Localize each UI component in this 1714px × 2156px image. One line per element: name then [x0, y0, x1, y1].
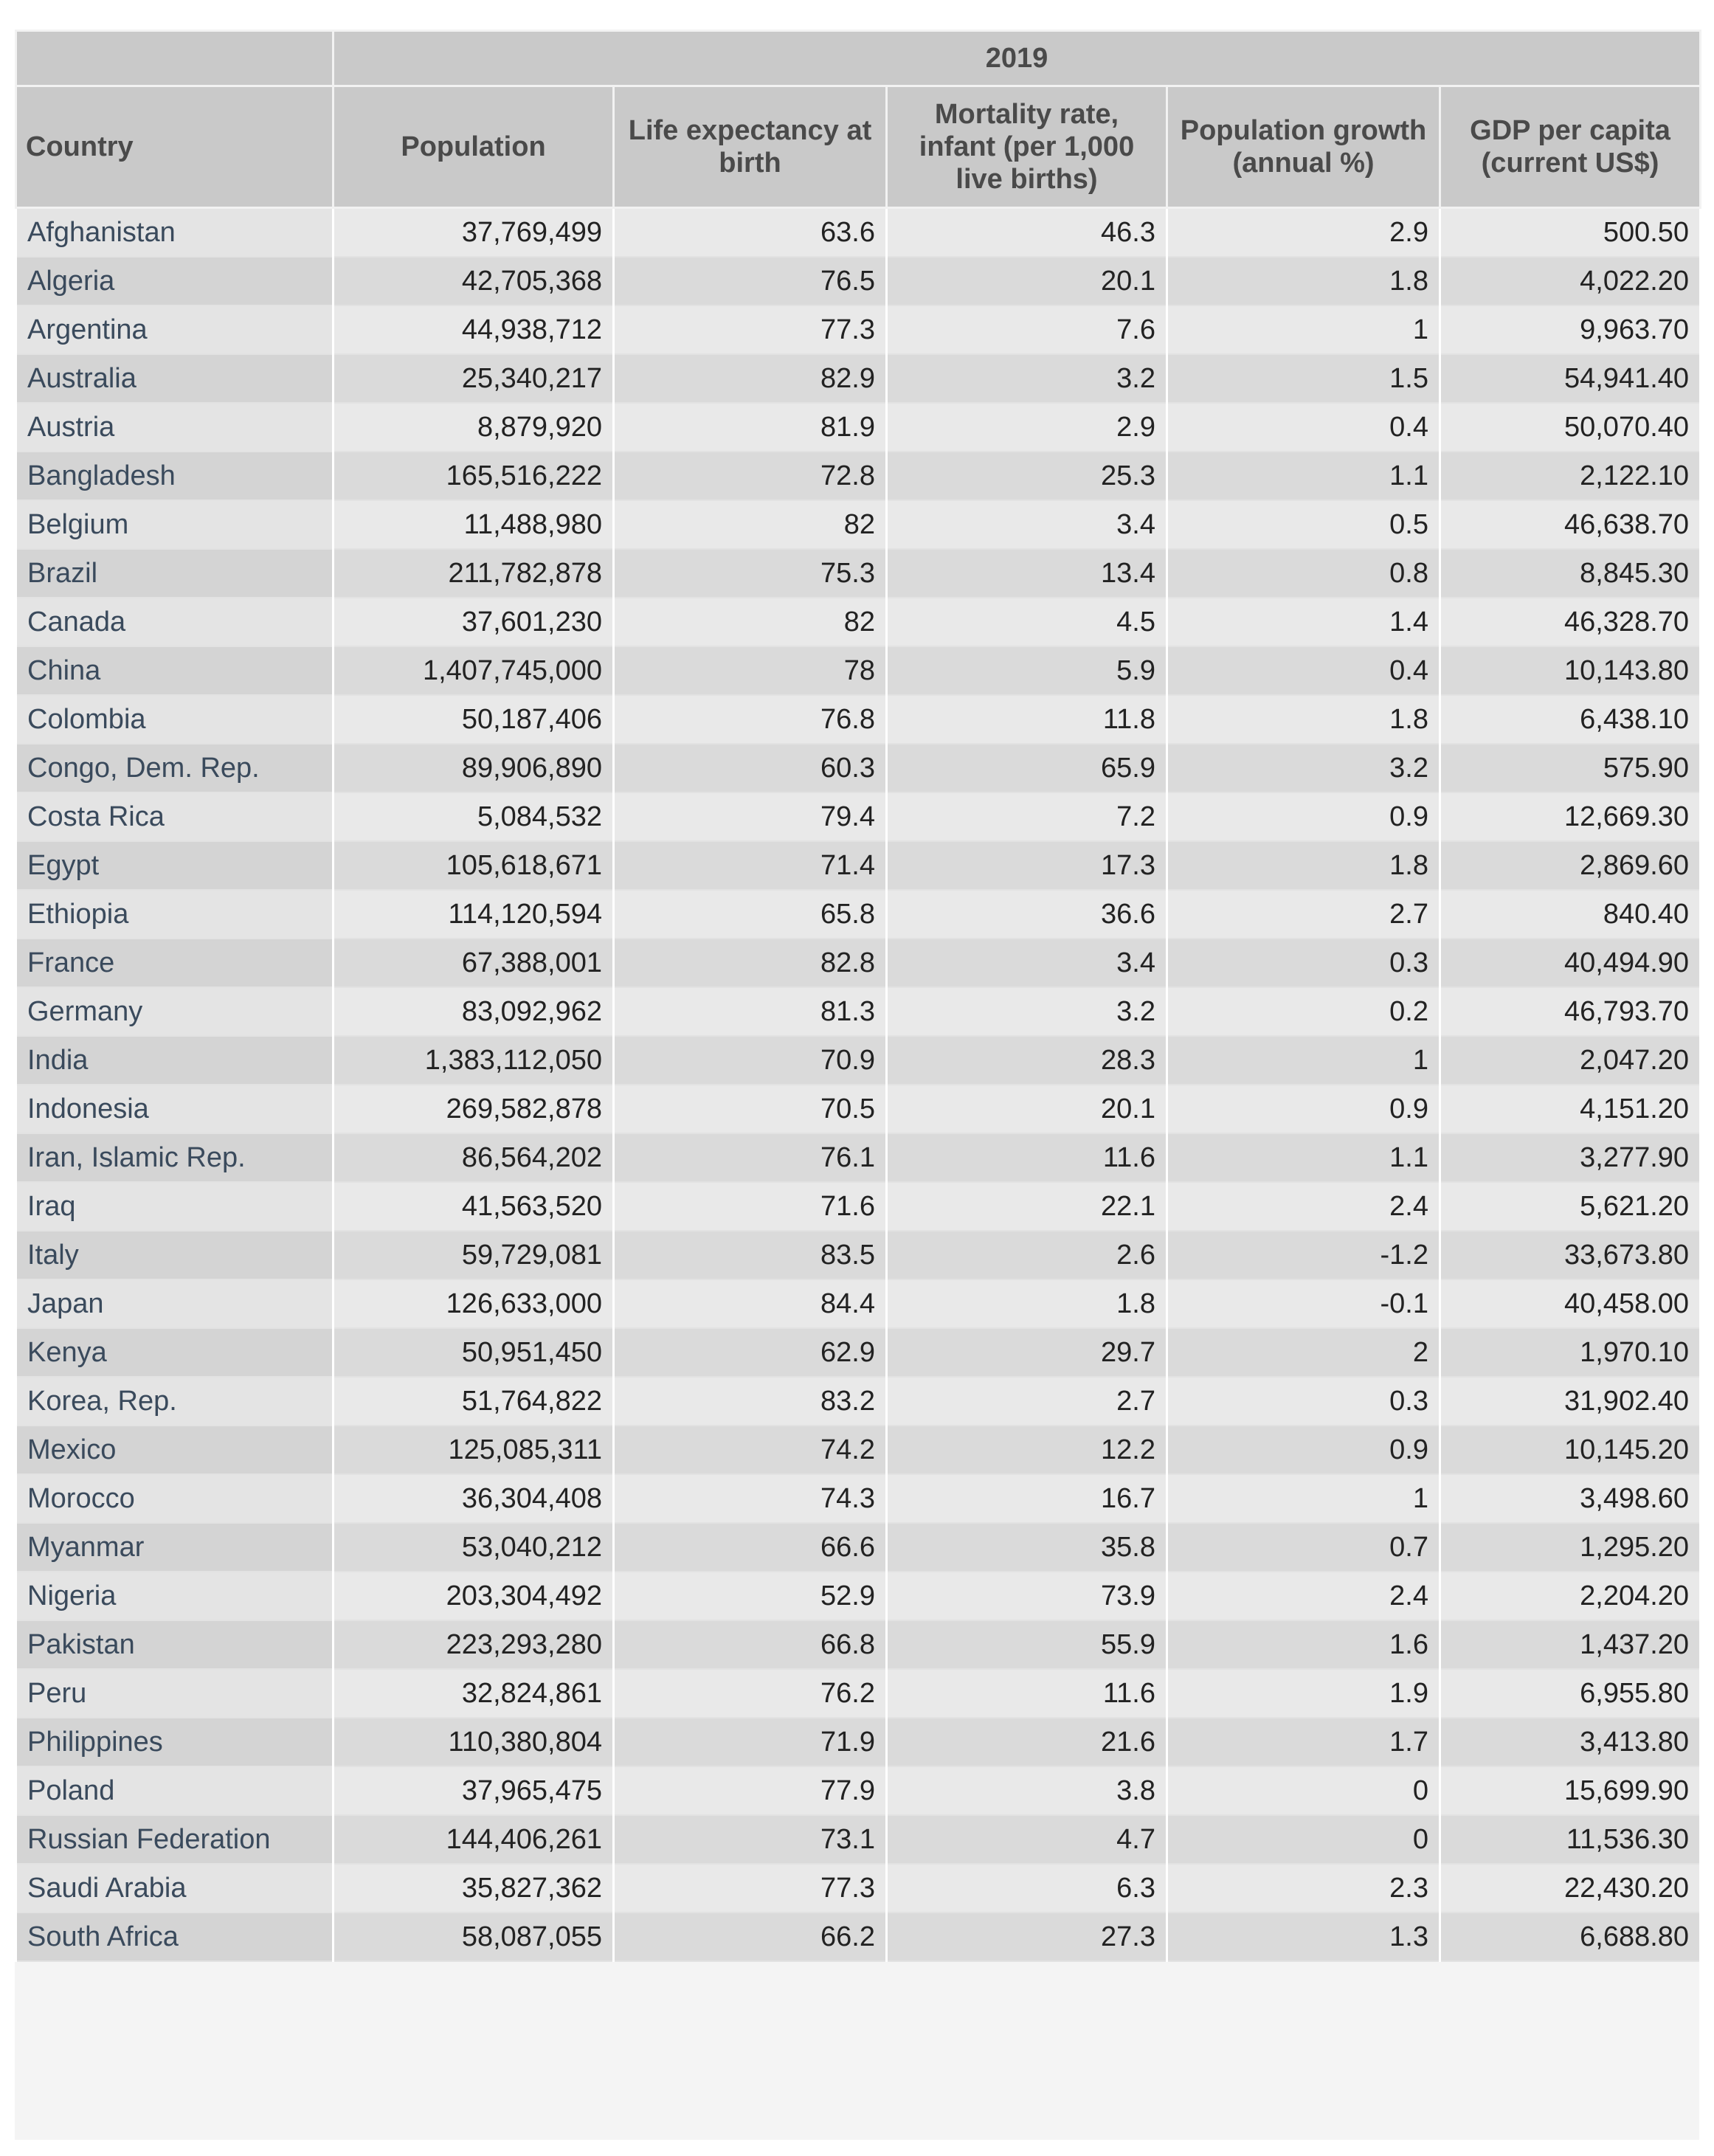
- population-cell: 37,965,475: [334, 1766, 614, 1815]
- life-expectancy-cell: 77.9: [614, 1766, 887, 1815]
- population-growth-cell: 2: [1167, 1328, 1440, 1377]
- population-growth-cell: 1.9: [1167, 1669, 1440, 1718]
- population-growth-cell: 2.7: [1167, 890, 1440, 939]
- population-cell: 110,380,804: [334, 1718, 614, 1766]
- country-cell: Brazil: [16, 549, 334, 598]
- gdp-per-capita-cell: 2,122.10: [1440, 452, 1701, 500]
- life-expectancy-cell: 79.4: [614, 792, 887, 841]
- column-header-infant-mortality[interactable]: Mortality rate, infant (per 1,000 live births): [887, 86, 1167, 208]
- gdp-per-capita-cell: 54,941.40: [1440, 354, 1701, 403]
- population-growth-cell: 1.7: [1167, 1718, 1440, 1766]
- table-body: [16, 208, 1701, 1962]
- country-cell: South Africa: [16, 1913, 334, 1961]
- country-cell: Canada: [16, 598, 334, 646]
- infant-mortality-cell: 25.3: [887, 452, 1167, 500]
- country-cell: Japan: [16, 1279, 334, 1328]
- life-expectancy-cell: 66.2: [614, 1913, 887, 1961]
- country-cell: Congo, Dem. Rep.: [16, 744, 334, 792]
- header-corner-cell: [16, 31, 334, 86]
- country-cell: Poland: [16, 1766, 334, 1815]
- population-growth-cell: 1.1: [1167, 452, 1440, 500]
- gdp-per-capita-cell: 1,295.20: [1440, 1523, 1701, 1572]
- gdp-per-capita-cell: 4,022.20: [1440, 257, 1701, 305]
- infant-mortality-cell: 13.4: [887, 549, 1167, 598]
- country-cell: Egypt: [16, 841, 334, 890]
- table-row[interactable]: [16, 549, 1701, 598]
- table-row[interactable]: [16, 695, 1701, 744]
- gdp-per-capita-cell: 50,070.40: [1440, 403, 1701, 452]
- gdp-per-capita-cell: 6,955.80: [1440, 1669, 1701, 1718]
- life-expectancy-cell: 84.4: [614, 1279, 887, 1328]
- gdp-per-capita-cell: 8,845.30: [1440, 549, 1701, 598]
- country-cell: Pakistan: [16, 1620, 334, 1669]
- life-expectancy-cell: 66.6: [614, 1523, 887, 1572]
- population-growth-cell: 2.9: [1167, 208, 1440, 258]
- country-cell: Peru: [16, 1669, 334, 1718]
- population-cell: 203,304,492: [334, 1572, 614, 1620]
- population-growth-cell: 0.3: [1167, 1377, 1440, 1426]
- country-cell: Bangladesh: [16, 452, 334, 500]
- infant-mortality-cell: 36.6: [887, 890, 1167, 939]
- infant-mortality-cell: 29.7: [887, 1328, 1167, 1377]
- country-cell: Mexico: [16, 1426, 334, 1474]
- infant-mortality-cell: 55.9: [887, 1620, 1167, 1669]
- infant-mortality-cell: 21.6: [887, 1718, 1167, 1766]
- data-table-page: [15, 30, 1699, 2140]
- gdp-per-capita-cell: 22,430.20: [1440, 1864, 1701, 1913]
- gdp-per-capita-cell: 12,669.30: [1440, 792, 1701, 841]
- gdp-per-capita-cell: 3,498.60: [1440, 1474, 1701, 1523]
- infant-mortality-cell: 3.2: [887, 354, 1167, 403]
- population-cell: 83,092,962: [334, 987, 614, 1036]
- gdp-per-capita-cell: 840.40: [1440, 890, 1701, 939]
- table-row[interactable]: [16, 1523, 1701, 1572]
- gdp-per-capita-cell: 10,143.80: [1440, 646, 1701, 695]
- infant-mortality-cell: 7.2: [887, 792, 1167, 841]
- infant-mortality-cell: 4.5: [887, 598, 1167, 646]
- gdp-per-capita-cell: 1,970.10: [1440, 1328, 1701, 1377]
- country-cell: Kenya: [16, 1328, 334, 1377]
- infant-mortality-cell: 46.3: [887, 208, 1167, 258]
- population-growth-cell: 0.9: [1167, 1085, 1440, 1133]
- table-row[interactable]: [16, 1328, 1701, 1377]
- population-cell: 42,705,368: [334, 257, 614, 305]
- population-growth-cell: 1: [1167, 305, 1440, 354]
- life-expectancy-cell: 81.3: [614, 987, 887, 1036]
- life-expectancy-cell: 60.3: [614, 744, 887, 792]
- life-expectancy-cell: 77.3: [614, 305, 887, 354]
- country-cell: Ethiopia: [16, 890, 334, 939]
- life-expectancy-cell: 71.4: [614, 841, 887, 890]
- population-growth-cell: 1.8: [1167, 841, 1440, 890]
- population-cell: 211,782,878: [334, 549, 614, 598]
- population-growth-cell: 0.5: [1167, 500, 1440, 549]
- country-cell: Korea, Rep.: [16, 1377, 334, 1426]
- infant-mortality-cell: 6.3: [887, 1864, 1167, 1913]
- country-cell: Myanmar: [16, 1523, 334, 1572]
- table-row[interactable]: [16, 1036, 1701, 1085]
- table-row[interactable]: [16, 1815, 1701, 1864]
- population-cell: 58,087,055: [334, 1913, 614, 1961]
- life-expectancy-cell: 77.3: [614, 1864, 887, 1913]
- table-row[interactable]: [16, 1913, 1701, 1961]
- country-cell: China: [16, 646, 334, 695]
- country-cell: Algeria: [16, 257, 334, 305]
- infant-mortality-cell: 73.9: [887, 1572, 1167, 1620]
- population-growth-cell: 0.7: [1167, 1523, 1440, 1572]
- life-expectancy-cell: 76.1: [614, 1133, 887, 1182]
- population-growth-cell: 2.4: [1167, 1182, 1440, 1231]
- life-expectancy-cell: 76.2: [614, 1669, 887, 1718]
- population-growth-cell: 0.9: [1167, 792, 1440, 841]
- population-cell: 50,951,450: [334, 1328, 614, 1377]
- population-cell: 32,824,861: [334, 1669, 614, 1718]
- life-expectancy-cell: 72.8: [614, 452, 887, 500]
- table-row[interactable]: [16, 305, 1701, 354]
- infant-mortality-cell: 22.1: [887, 1182, 1167, 1231]
- population-growth-cell: 0.4: [1167, 646, 1440, 695]
- year-header: 2019: [334, 31, 1701, 86]
- population-growth-cell: 1.3: [1167, 1913, 1440, 1961]
- population-growth-cell: -1.2: [1167, 1231, 1440, 1279]
- life-expectancy-cell: 74.2: [614, 1426, 887, 1474]
- life-expectancy-cell: 63.6: [614, 208, 887, 258]
- infant-mortality-cell: 20.1: [887, 1085, 1167, 1133]
- population-growth-cell: 0.4: [1167, 403, 1440, 452]
- table-row[interactable]: [16, 1085, 1701, 1133]
- table-row[interactable]: [16, 646, 1701, 695]
- population-cell: 8,879,920: [334, 403, 614, 452]
- country-indicators-table: [15, 30, 1701, 1962]
- population-growth-cell: -0.1: [1167, 1279, 1440, 1328]
- table-row[interactable]: [16, 1231, 1701, 1279]
- country-cell: Italy: [16, 1231, 334, 1279]
- infant-mortality-cell: 3.2: [887, 987, 1167, 1036]
- population-cell: 41,563,520: [334, 1182, 614, 1231]
- country-cell: Iran, Islamic Rep.: [16, 1133, 334, 1182]
- infant-mortality-cell: 20.1: [887, 257, 1167, 305]
- table-row[interactable]: [16, 354, 1701, 403]
- table-row[interactable]: [16, 792, 1701, 841]
- infant-mortality-cell: 2.6: [887, 1231, 1167, 1279]
- infant-mortality-cell: 2.9: [887, 403, 1167, 452]
- life-expectancy-cell: 73.1: [614, 1815, 887, 1864]
- country-cell: Iraq: [16, 1182, 334, 1231]
- infant-mortality-cell: 11.6: [887, 1133, 1167, 1182]
- population-cell: 5,084,532: [334, 792, 614, 841]
- table-row[interactable]: [16, 1279, 1701, 1328]
- life-expectancy-cell: 71.6: [614, 1182, 887, 1231]
- population-growth-cell: 0.8: [1167, 549, 1440, 598]
- country-cell: Indonesia: [16, 1085, 334, 1133]
- life-expectancy-cell: 82.8: [614, 939, 887, 987]
- gdp-per-capita-cell: 40,494.90: [1440, 939, 1701, 987]
- life-expectancy-cell: 76.8: [614, 695, 887, 744]
- population-cell: 86,564,202: [334, 1133, 614, 1182]
- gdp-per-capita-cell: 6,438.10: [1440, 695, 1701, 744]
- population-cell: 11,488,980: [334, 500, 614, 549]
- infant-mortality-cell: 4.7: [887, 1815, 1167, 1864]
- population-cell: 1,407,745,000: [334, 646, 614, 695]
- country-cell: Belgium: [16, 500, 334, 549]
- gdp-per-capita-cell: 5,621.20: [1440, 1182, 1701, 1231]
- population-growth-cell: 0: [1167, 1815, 1440, 1864]
- population-cell: 59,729,081: [334, 1231, 614, 1279]
- table-row[interactable]: [16, 1669, 1701, 1718]
- infant-mortality-cell: 17.3: [887, 841, 1167, 890]
- population-cell: 44,938,712: [334, 305, 614, 354]
- population-growth-cell: 1.6: [1167, 1620, 1440, 1669]
- life-expectancy-cell: 74.3: [614, 1474, 887, 1523]
- life-expectancy-cell: 82: [614, 500, 887, 549]
- population-cell: 126,633,000: [334, 1279, 614, 1328]
- population-growth-cell: 1.1: [1167, 1133, 1440, 1182]
- life-expectancy-cell: 70.5: [614, 1085, 887, 1133]
- table-row[interactable]: [16, 1572, 1701, 1620]
- population-growth-cell: 2.4: [1167, 1572, 1440, 1620]
- population-cell: 25,340,217: [334, 354, 614, 403]
- gdp-per-capita-cell: 10,145.20: [1440, 1426, 1701, 1474]
- table-row[interactable]: [16, 598, 1701, 646]
- country-cell: Russian Federation: [16, 1815, 334, 1864]
- column-header-population-growth[interactable]: Population growth (annual %): [1167, 86, 1440, 208]
- life-expectancy-cell: 71.9: [614, 1718, 887, 1766]
- infant-mortality-cell: 28.3: [887, 1036, 1167, 1085]
- infant-mortality-cell: 3.4: [887, 500, 1167, 549]
- infant-mortality-cell: 3.8: [887, 1766, 1167, 1815]
- population-growth-cell: 1.8: [1167, 695, 1440, 744]
- life-expectancy-cell: 62.9: [614, 1328, 887, 1377]
- population-growth-cell: 0.3: [1167, 939, 1440, 987]
- population-cell: 36,304,408: [334, 1474, 614, 1523]
- table-row[interactable]: [16, 744, 1701, 792]
- life-expectancy-cell: 70.9: [614, 1036, 887, 1085]
- table-row[interactable]: [16, 1474, 1701, 1523]
- country-cell: Austria: [16, 403, 334, 452]
- country-cell: India: [16, 1036, 334, 1085]
- life-expectancy-cell: 76.5: [614, 257, 887, 305]
- life-expectancy-cell: 83.2: [614, 1377, 887, 1426]
- table-header: [16, 31, 1701, 208]
- country-cell: Costa Rica: [16, 792, 334, 841]
- infant-mortality-cell: 11.8: [887, 695, 1167, 744]
- table-row[interactable]: [16, 403, 1701, 452]
- table-row[interactable]: [16, 1182, 1701, 1231]
- infant-mortality-cell: 16.7: [887, 1474, 1167, 1523]
- life-expectancy-cell: 82.9: [614, 354, 887, 403]
- country-cell: Argentina: [16, 305, 334, 354]
- population-growth-cell: 1: [1167, 1036, 1440, 1085]
- infant-mortality-cell: 1.8: [887, 1279, 1167, 1328]
- gdp-per-capita-cell: 3,277.90: [1440, 1133, 1701, 1182]
- population-growth-cell: 1.5: [1167, 354, 1440, 403]
- population-cell: 37,769,499: [334, 208, 614, 258]
- column-header-population[interactable]: Population: [334, 86, 614, 208]
- infant-mortality-cell: 11.6: [887, 1669, 1167, 1718]
- population-growth-cell: 2.3: [1167, 1864, 1440, 1913]
- table-row[interactable]: [16, 208, 1701, 258]
- table-row[interactable]: [16, 1426, 1701, 1474]
- population-cell: 50,187,406: [334, 695, 614, 744]
- population-cell: 89,906,890: [334, 744, 614, 792]
- gdp-per-capita-cell: 6,688.80: [1440, 1913, 1701, 1961]
- gdp-per-capita-cell: 3,413.80: [1440, 1718, 1701, 1766]
- column-header-life-expectancy[interactable]: Life expectancy at birth: [614, 86, 887, 208]
- table-row[interactable]: [16, 1377, 1701, 1426]
- population-cell: 144,406,261: [334, 1815, 614, 1864]
- population-growth-cell: 1.8: [1167, 257, 1440, 305]
- population-growth-cell: 0: [1167, 1766, 1440, 1815]
- population-growth-cell: 0.9: [1167, 1426, 1440, 1474]
- country-cell: Afghanistan: [16, 208, 334, 258]
- infant-mortality-cell: 27.3: [887, 1913, 1167, 1961]
- table-row[interactable]: [16, 987, 1701, 1036]
- infant-mortality-cell: 12.2: [887, 1426, 1167, 1474]
- population-cell: 269,582,878: [334, 1085, 614, 1133]
- country-cell: Colombia: [16, 695, 334, 744]
- column-header-gdp-per-capita[interactable]: GDP per capita (current US$): [1440, 86, 1701, 208]
- life-expectancy-cell: 81.9: [614, 403, 887, 452]
- table-row[interactable]: [16, 1620, 1701, 1669]
- population-cell: 37,601,230: [334, 598, 614, 646]
- population-growth-cell: 3.2: [1167, 744, 1440, 792]
- population-cell: 67,388,001: [334, 939, 614, 987]
- gdp-per-capita-cell: 2,047.20: [1440, 1036, 1701, 1085]
- country-cell: Morocco: [16, 1474, 334, 1523]
- gdp-per-capita-cell: 11,536.30: [1440, 1815, 1701, 1864]
- column-header-country[interactable]: Country: [16, 86, 334, 208]
- gdp-per-capita-cell: 31,902.40: [1440, 1377, 1701, 1426]
- population-cell: 125,085,311: [334, 1426, 614, 1474]
- gdp-per-capita-cell: 46,793.70: [1440, 987, 1701, 1036]
- gdp-per-capita-cell: 1,437.20: [1440, 1620, 1701, 1669]
- table-row[interactable]: [16, 257, 1701, 305]
- infant-mortality-cell: 65.9: [887, 744, 1167, 792]
- population-cell: 53,040,212: [334, 1523, 614, 1572]
- table-row[interactable]: [16, 890, 1701, 939]
- country-cell: Nigeria: [16, 1572, 334, 1620]
- population-growth-cell: 1.4: [1167, 598, 1440, 646]
- country-cell: Philippines: [16, 1718, 334, 1766]
- population-growth-cell: 1: [1167, 1474, 1440, 1523]
- gdp-per-capita-cell: 575.90: [1440, 744, 1701, 792]
- life-expectancy-cell: 78: [614, 646, 887, 695]
- country-cell: Saudi Arabia: [16, 1864, 334, 1913]
- population-cell: 51,764,822: [334, 1377, 614, 1426]
- table-row[interactable]: [16, 452, 1701, 500]
- table-row[interactable]: [16, 1864, 1701, 1913]
- gdp-per-capita-cell: 2,204.20: [1440, 1572, 1701, 1620]
- gdp-per-capita-cell: 46,328.70: [1440, 598, 1701, 646]
- gdp-per-capita-cell: 40,458.00: [1440, 1279, 1701, 1328]
- gdp-per-capita-cell: 4,151.20: [1440, 1085, 1701, 1133]
- life-expectancy-cell: 52.9: [614, 1572, 887, 1620]
- infant-mortality-cell: 3.4: [887, 939, 1167, 987]
- gdp-per-capita-cell: 46,638.70: [1440, 500, 1701, 549]
- gdp-per-capita-cell: 500.50: [1440, 208, 1701, 258]
- table-row[interactable]: [16, 1133, 1701, 1182]
- life-expectancy-cell: 83.5: [614, 1231, 887, 1279]
- population-cell: 1,383,112,050: [334, 1036, 614, 1085]
- infant-mortality-cell: 2.7: [887, 1377, 1167, 1426]
- infant-mortality-cell: 35.8: [887, 1523, 1167, 1572]
- population-cell: 105,618,671: [334, 841, 614, 890]
- infant-mortality-cell: 5.9: [887, 646, 1167, 695]
- population-cell: 114,120,594: [334, 890, 614, 939]
- life-expectancy-cell: 66.8: [614, 1620, 887, 1669]
- population-cell: 223,293,280: [334, 1620, 614, 1669]
- life-expectancy-cell: 82: [614, 598, 887, 646]
- gdp-per-capita-cell: 9,963.70: [1440, 305, 1701, 354]
- table-row[interactable]: [16, 1718, 1701, 1766]
- table-row[interactable]: [16, 500, 1701, 549]
- country-cell: France: [16, 939, 334, 987]
- table-row[interactable]: [16, 939, 1701, 987]
- infant-mortality-cell: 7.6: [887, 305, 1167, 354]
- table-row[interactable]: [16, 841, 1701, 890]
- population-growth-cell: 0.2: [1167, 987, 1440, 1036]
- gdp-per-capita-cell: 2,869.60: [1440, 841, 1701, 890]
- life-expectancy-cell: 65.8: [614, 890, 887, 939]
- gdp-per-capita-cell: 33,673.80: [1440, 1231, 1701, 1279]
- life-expectancy-cell: 75.3: [614, 549, 887, 598]
- table-row[interactable]: [16, 1766, 1701, 1815]
- country-cell: Australia: [16, 354, 334, 403]
- population-cell: 35,827,362: [334, 1864, 614, 1913]
- country-cell: Germany: [16, 987, 334, 1036]
- gdp-per-capita-cell: 15,699.90: [1440, 1766, 1701, 1815]
- population-cell: 165,516,222: [334, 452, 614, 500]
